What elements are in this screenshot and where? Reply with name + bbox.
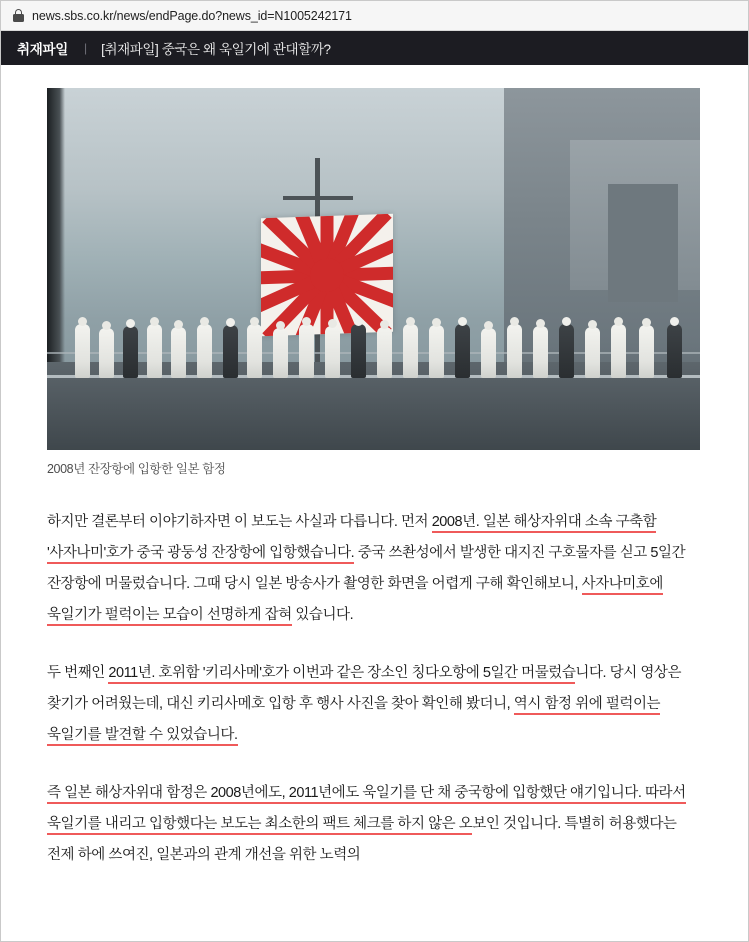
paragraph-3	[47, 778, 702, 871]
url-text[interactable]: news.sbs.co.kr/news/endPage.do?news_id=N1005242171	[32, 8, 352, 23]
highlighted-text: 즉 일본 해상자위대 함정은 2008년에도, 2011년에도 욱일기를 단 채 중국항에 입항했단 얘	[47, 785, 584, 804]
article-figure	[47, 88, 702, 477]
highlighted-text: 2011년. 호위함 '키리사메'호가 이번과 같은 장소인 칭다오항에 5일간 머물렀습	[108, 665, 575, 684]
browser-url-bar[interactable]	[1, 1, 748, 31]
plain-text: 보인 것입니다. 특별히 허용했다는 전제 하에 쓰여진, 일본과의 관계 개선을 위한 노력의	[47, 816, 677, 863]
highlighted-text: 역시 함정 위에 펄럭이는 욱일기를 발견할 수 있었습니다.	[47, 696, 660, 746]
article-photo	[47, 88, 700, 450]
plain-text: 하지만 결론부터 이야기하자면 이 보도는 사실과 다릅니다. 먼저	[47, 514, 432, 530]
lock-icon	[13, 9, 24, 22]
section-label[interactable]: 취재파일	[17, 42, 68, 57]
paragraph-2	[47, 658, 702, 751]
plain-text: 니다. 당시 영상은 찾기가 어려웠는데, 대신 키리사메호 입항 후 행사 사진을 찾아 확인해 봤더니,	[47, 665, 682, 712]
plain-text: 있습니다.	[291, 607, 354, 623]
plain-text: 중국 쓰촨성에서 발생한 대지진 구호물자를 싣고 5일간 잔장항에 머물렀습니다. 그때 당시 일본 방송사가 촬영한 화면을 어렵게 구해 확인해보니,	[47, 545, 686, 592]
site-header-bar	[1, 31, 748, 65]
figure-caption: 2008년 잔장항에 입항한 일본 함정	[47, 462, 226, 476]
article-body	[1, 88, 748, 871]
article-text	[47, 507, 702, 871]
highlighted-text: 사자나미호에 욱일기가 펄럭이는 모습이 선명하게 잡혀	[47, 576, 663, 626]
header-divider: |	[83, 41, 88, 55]
plain-text: 두 번째인	[47, 665, 109, 681]
highlighted-text: 기입니다. 따라서 욱일기를 내리고 입항했다는 보도는 최소한의 팩트 체크를 하지 않은 오	[47, 785, 686, 835]
article-headline: [취재파일] 중국은 왜 욱일기에 관대할까?	[101, 42, 331, 57]
paragraph-1	[47, 507, 702, 631]
highlighted-text: 2008년. 일본 해상자위대 소속 구축함 '사자나미'호가 중국 광둥성 잔장항에 입항했습니다.	[47, 514, 656, 564]
rising-sun-flag-icon	[261, 214, 393, 337]
